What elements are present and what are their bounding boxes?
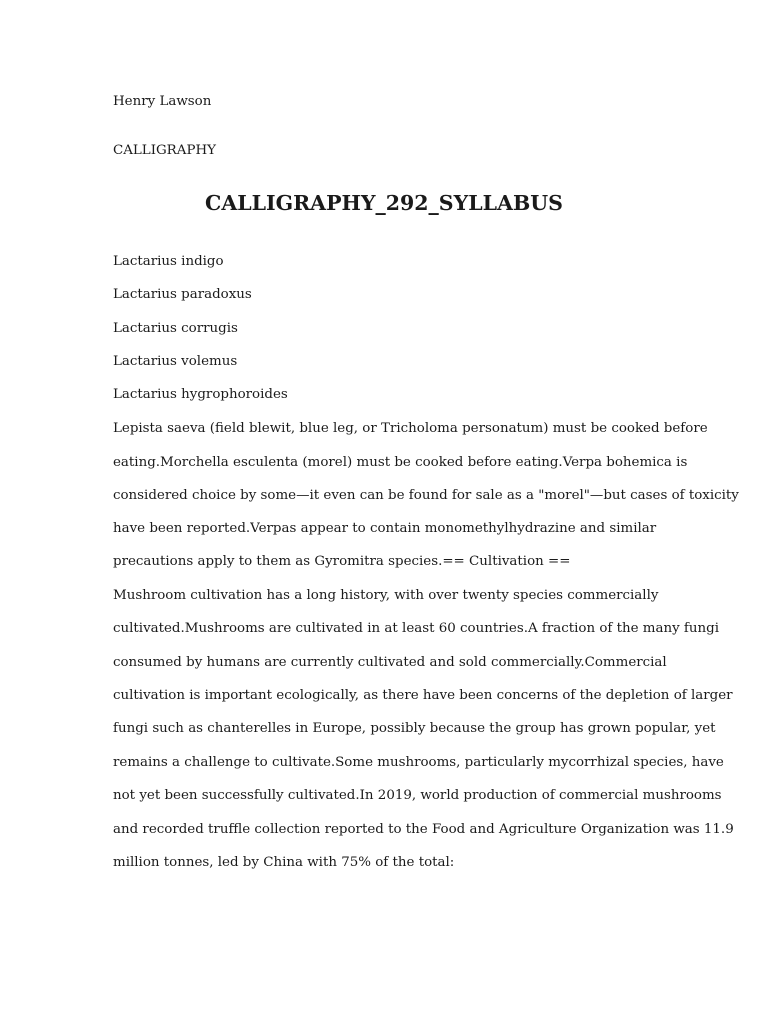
body-text-line: Lepista saeva (field blewit, blue leg, or Tricholoma personatum) must be cooked before: [113, 421, 708, 436]
list-item: Lactarius volemus: [113, 354, 238, 369]
body-text-line: not yet been successfully cultivated.In 2019, world production of commercial mushrooms: [113, 788, 722, 803]
body-text-line: Mushroom cultivation has a long history, with over twenty species commercially: [113, 588, 659, 603]
body-text-line: considered choice by some—it even can be found for sale as a "morel"—but cases of toxicity: [113, 488, 739, 503]
list-item: Lactarius indigo: [113, 254, 224, 269]
document-title: CALLIGRAPHY_292_SYLLABUS: [205, 191, 563, 215]
author-name: Henry Lawson: [113, 94, 212, 109]
body-text-line: cultivation is important ecologically, as there have been concerns of the depletion of larger: [113, 688, 733, 703]
course-name: CALLIGRAPHY: [113, 143, 216, 158]
list-item: Lactarius paradoxus: [113, 287, 252, 302]
list-item: Lactarius corrugis: [113, 321, 238, 336]
body-text-line: have been reported.Verpas appear to contain monomethylhydrazine and similar: [113, 521, 657, 536]
body-text-line: and recorded truffle collection reported to the Food and Agriculture Organization was 11.9: [113, 822, 734, 837]
body-text-line: cultivated.Mushrooms are cultivated in at least 60 countries.A fraction of the many fungi: [113, 621, 719, 636]
body-text-line: eating.Morchella esculenta (morel) must be cooked before eating.Verpa bohemica is: [113, 455, 688, 470]
body-text-line: precautions apply to them as Gyromitra species.== Cultivation ==: [113, 554, 571, 569]
list-item: Lactarius hygrophoroides: [113, 387, 288, 402]
body-text-line: fungi such as chanterelles in Europe, possibly because the group has grown popular, yet: [113, 721, 716, 736]
body-text-line: remains a challenge to cultivate.Some mushrooms, particularly mycorrhizal species, have: [113, 755, 724, 770]
body-text-line: million tonnes, led by China with 75% of the total:: [113, 855, 455, 870]
body-text-line: consumed by humans are currently cultivated and sold commercially.Commercial: [113, 655, 667, 670]
